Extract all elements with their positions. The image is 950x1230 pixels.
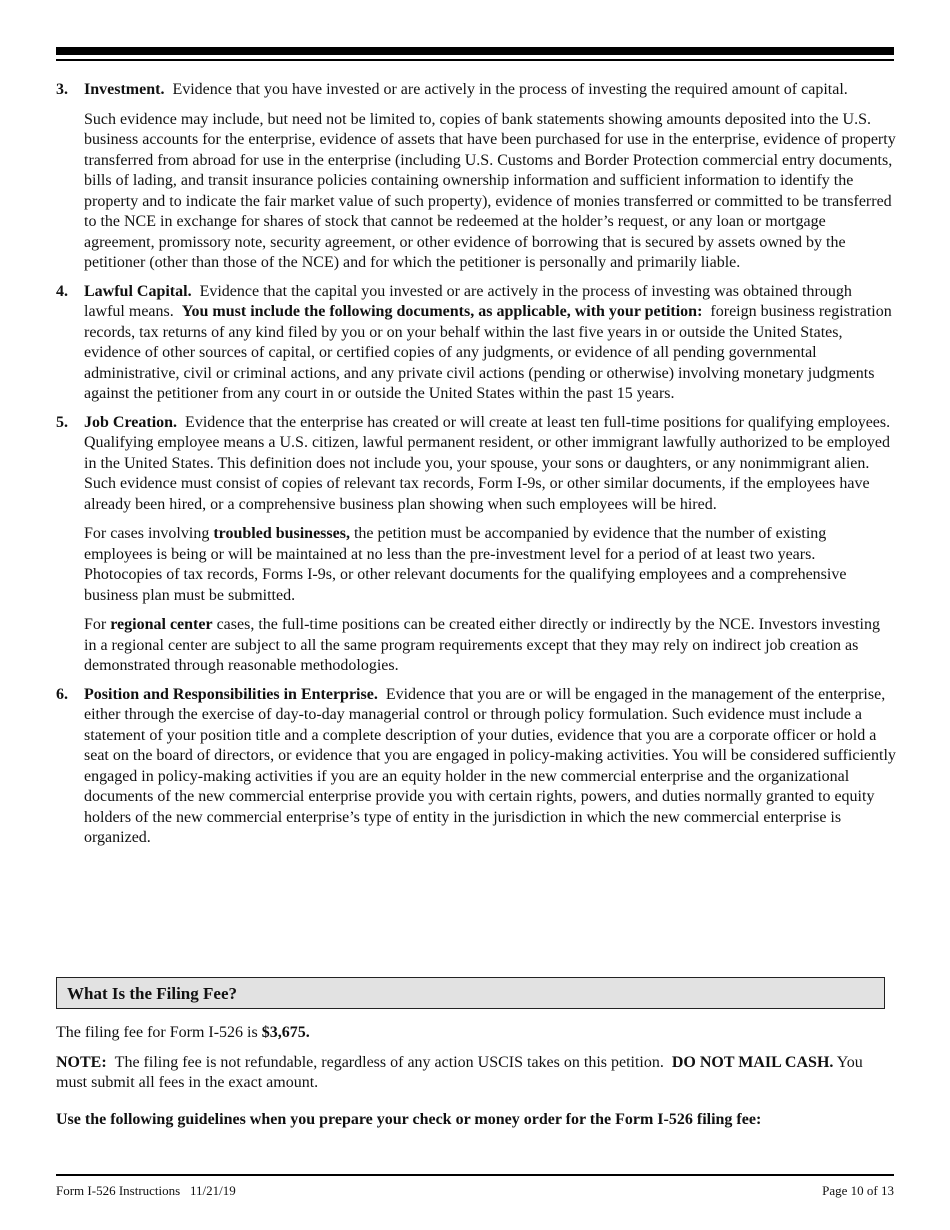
item-number: 4.	[56, 282, 68, 300]
footer-form-info	[56, 1183, 236, 1199]
item-paragraph	[84, 685, 896, 849]
item-paragraph	[84, 413, 896, 516]
troubled-businesses-paragraph	[84, 524, 896, 606]
item-paragraph	[84, 80, 896, 101]
instructions-list	[56, 80, 896, 857]
paragraph-prefix: For cases involving	[84, 525, 210, 542]
item-number: 6.	[56, 685, 68, 703]
note-text: The filing fee is not refundable, regardless of any action USCIS takes on this petition.	[114, 1053, 664, 1071]
item-text: Evidence that you have invested or are actively in the process of investing the required amount of capital.	[172, 81, 848, 98]
item-title: Job Creation.	[84, 413, 178, 431]
filing-fee-section	[56, 1023, 896, 1139]
paragraph-bold: troubled businesses,	[213, 525, 350, 542]
paragraph-text: cases, the full-time positions can be created either directly or indirectly by the NCE. Investors investing in a regional center are subject to all the same program requirements except that they may rely on indirect job creation as demonstrated through reasonable methodologies.	[84, 616, 880, 674]
item-text: Evidence that the enterprise has created or will create at least ten full-time positions for qualifying employees. Qualifying employee means a U.S. citizen, lawful permanent resident, or other immigrant lawfully authorized to be employed in the United States. This definition does not include you, your spouse, your sons or daughters, or any nonimmigrant alien. Such evidence must consist of copies of relevant tax records, Form I-9s, or other similar documents, if the employees have already been hired, or a comprehensive business plan showing when such employees will be hired.	[84, 413, 891, 513]
item-text: Evidence that you are or will be engaged in the management of the enterprise, either through the exercise of day-to-day managerial control or through policy formulation. Such evidence must include a statement of your position title and a complete description of your duties, evidence that you are a corporate officer or hold a seat on the board of directors, or evidence that you are engaged in policy-making activities. You will be considered sufficiently engaged in policy-making activities if you are an equity holder in the new commercial enterprise and the organizational documents of the new commercial enterprise provide you with certain rights, powers, and duties normally granted to equity holders of the new commercial enterprise’s type of entity in the jurisdiction in which the new commercial enterprise is organized.	[84, 685, 896, 846]
regional-center-paragraph	[84, 615, 896, 677]
header-rule-thick	[56, 47, 894, 55]
paragraph-prefix: For	[84, 616, 107, 633]
item-position-responsibilities	[56, 685, 896, 849]
item-title: Position and Responsibilities in Enterprise.	[84, 685, 378, 703]
item-number: 3.	[56, 81, 68, 98]
item-job-creation	[56, 413, 896, 677]
item-text: Evidence that the capital you invested or are actively in the process of investing was obtained through lawful means.	[84, 282, 852, 320]
paragraph-text: the petition must be accompanied by evidence that the number of existing employees is being or will be maintained at no less than the pre-investment level for a period of at least two years. Photocopies of tax records, Forms I-9s, or other relevant documents for the qualifying employees and a comprehensive business plan must be submitted.	[84, 525, 847, 604]
footer-date: 11/21/19	[189, 1183, 236, 1198]
filing-fee-heading: What Is the Filing Fee?	[56, 977, 885, 1009]
footer-form-name: Form I-526 Instructions	[56, 1183, 181, 1198]
fee-amount-line	[56, 1023, 896, 1044]
item-bold-text: You must include the following documents, as applicable, with your petition:	[181, 303, 703, 320]
footer-page-number: Page 10 of 13	[822, 1183, 894, 1198]
item-paragraph	[84, 282, 896, 405]
fee-note	[56, 1053, 896, 1094]
note-text-2: You must submit all fees in the exact amount.	[56, 1053, 863, 1091]
note-bold: DO NOT MAIL CASH.	[671, 1053, 834, 1071]
item-title: Investment.	[84, 81, 165, 98]
item-paragraph-2: Such evidence may include, but need not be limited to, copies of bank statements showing amounts deposited into the U.S. business accounts for the enterprise, evidence of assets that have been purchased for use in the enterprise, evidence of property transferred from abroad for use in the enterprise (including U.S. Customs and Border Protection commercial entry documents, bills of lading, and transit insurance policies containing ownership information and sufficient information to identify the property and to indicate the fair market value of such property), evidence of monies transferred or committed to be transferred to the NCE in exchange for shares of stock that cannot be redeemed at the holder’s request, or any loan or mortgage agreement, promissory note, security agreement, or other evidence of borrowing that is secured by assets owned by the petitioner (other than those of the NCE) and for which the petitioner is personally and primarily liable.	[84, 110, 896, 271]
fee-guidelines: Use the following guidelines when you prepare your check or money order for the Form I-526 filing fee:	[56, 1110, 762, 1128]
fee-prefix: The filing fee for Form I-526 is	[56, 1024, 258, 1041]
item-investment	[56, 80, 896, 274]
note-label: NOTE:	[56, 1053, 107, 1071]
paragraph-bold: regional center	[110, 616, 213, 633]
fee-amount: $3,675.	[261, 1024, 310, 1041]
item-text-2: foreign business registration records, tax returns of any kind filed by you or on your behalf within the last five years in or outside the United States, evidence of other sources of capital, or certified copies of any judgments, or evidence of all pending governmental administrative, civil or criminal actions, and any private civil actions (pending or otherwise) involving monetary judgments against the petitioner from any court in or outside the United States within the past 15 years.	[84, 303, 892, 402]
item-number: 5.	[56, 413, 68, 431]
header-rule-thin	[56, 59, 894, 61]
item-lawful-capital	[56, 282, 896, 405]
footer-rule	[56, 1174, 894, 1176]
item-title: Lawful Capital.	[84, 282, 192, 300]
